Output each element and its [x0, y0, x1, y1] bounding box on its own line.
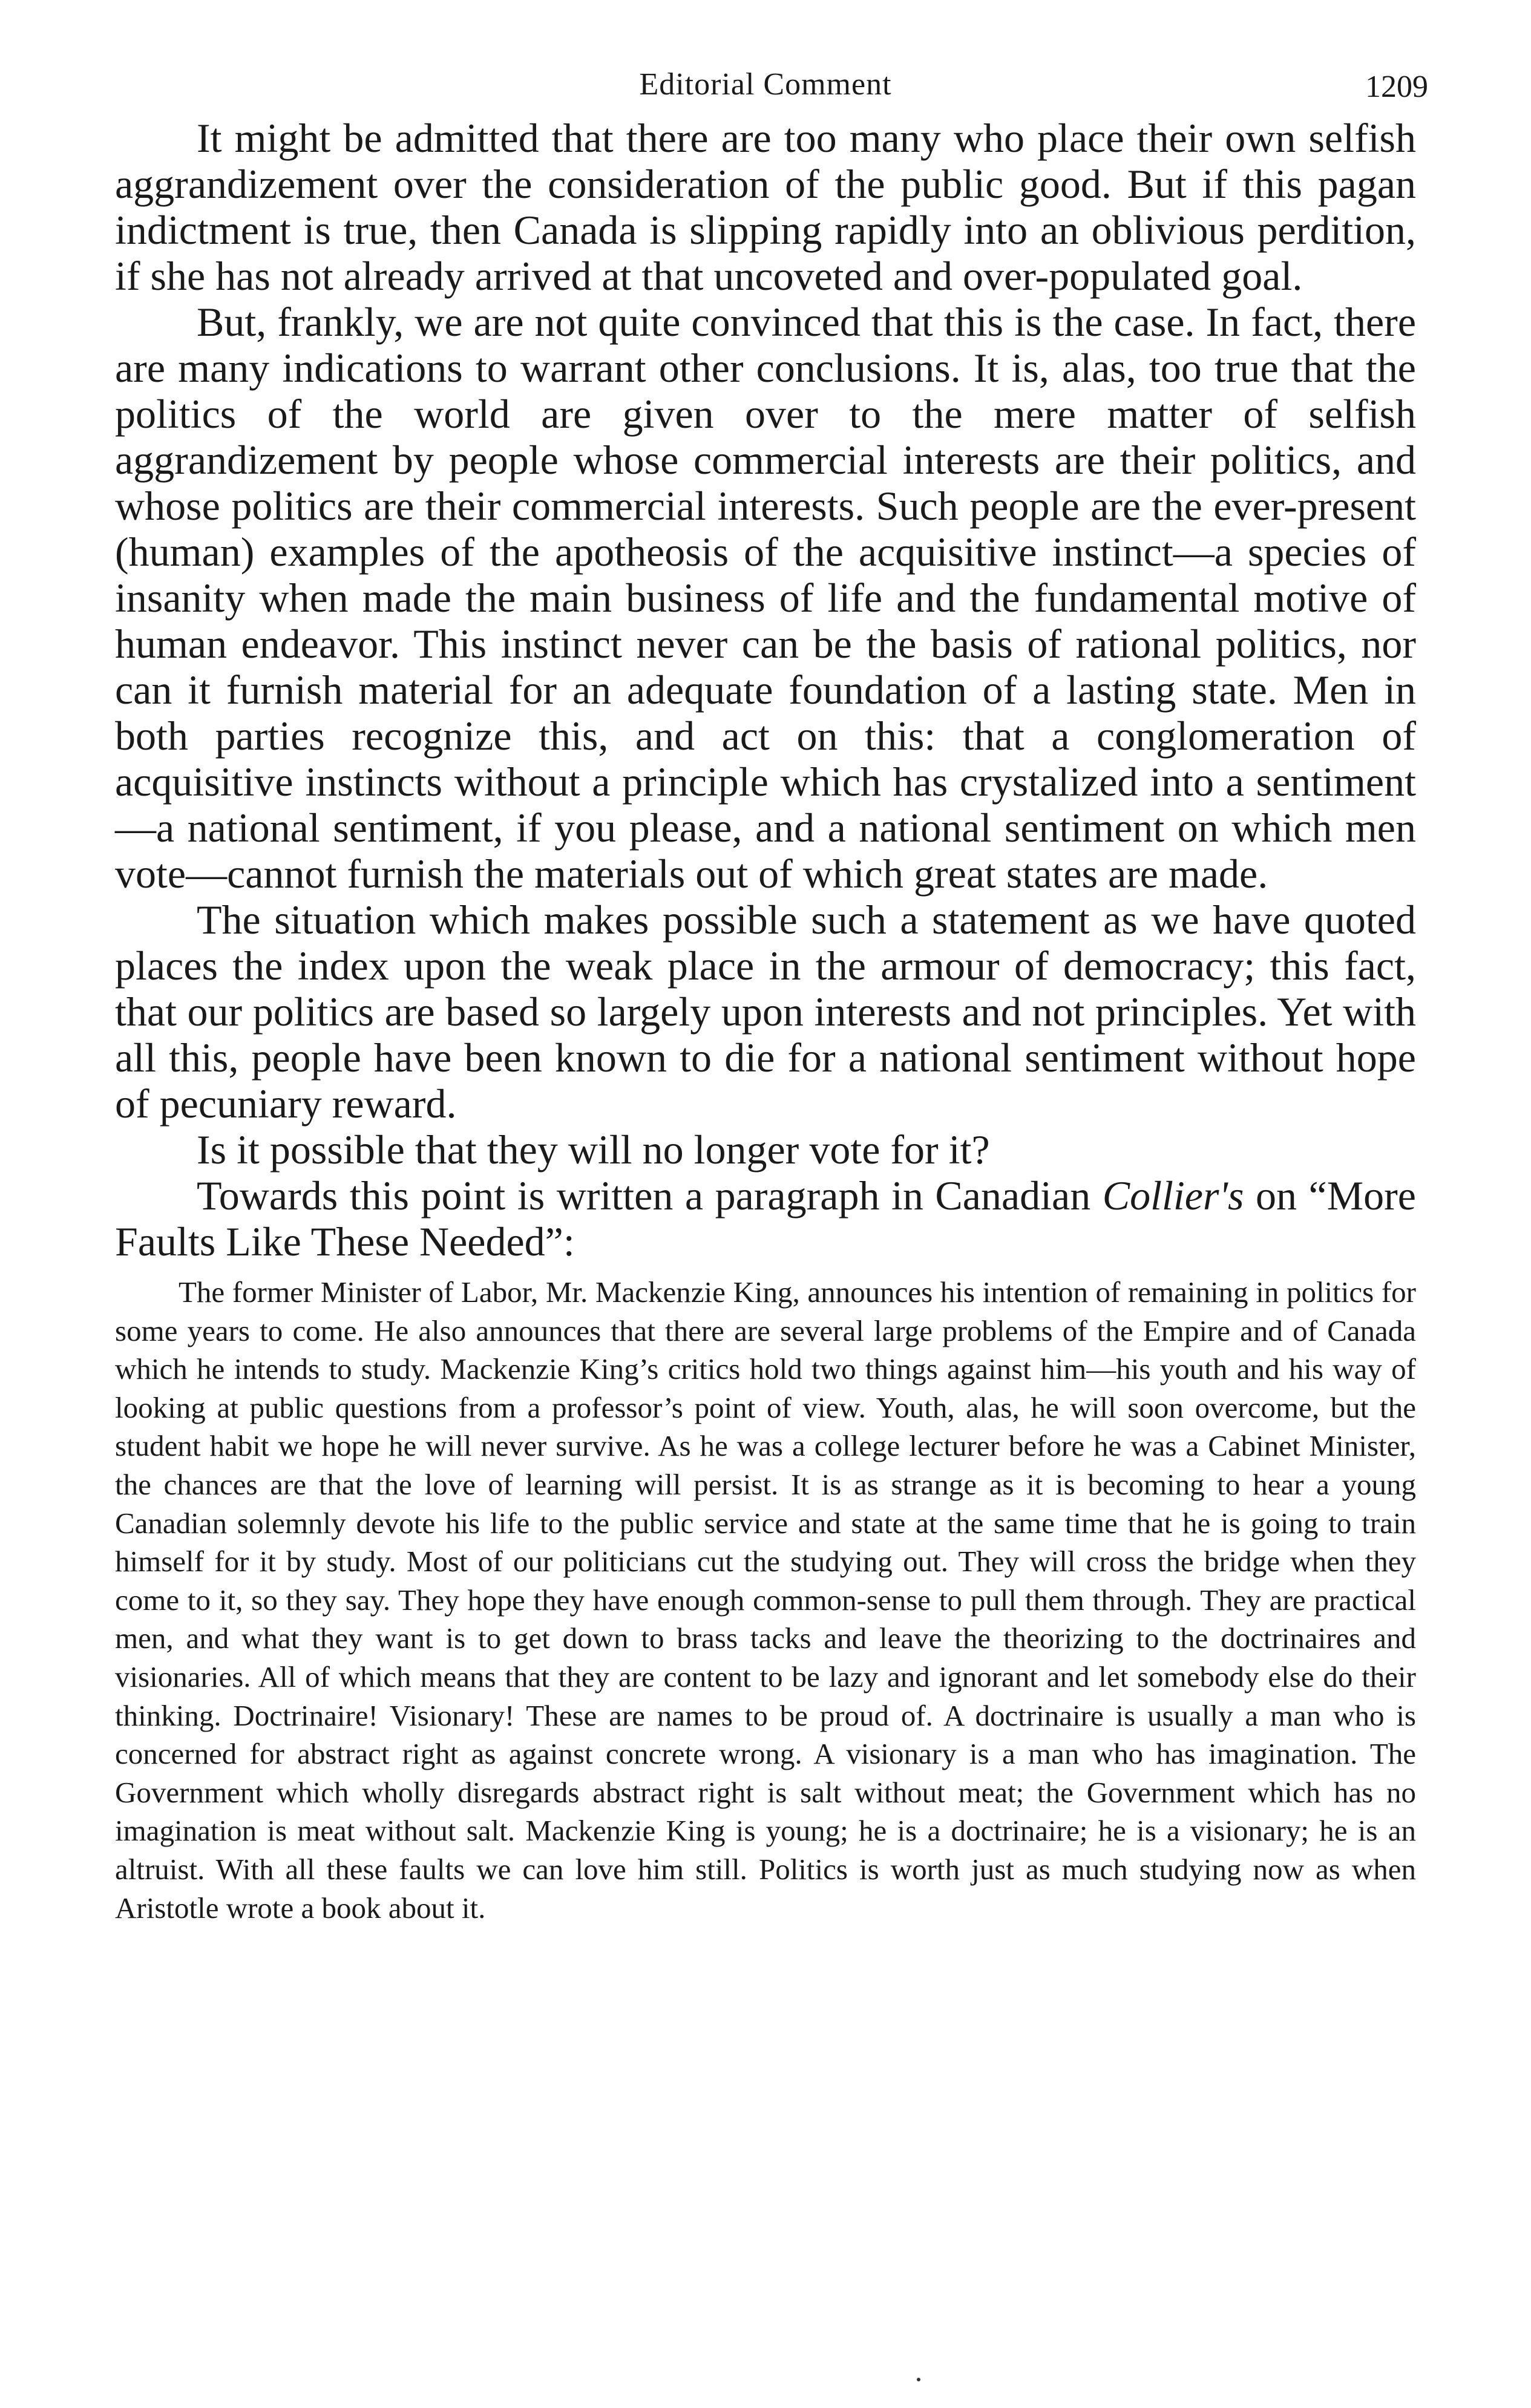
block-quote: The former Minister of Labor, Mr. Mackenzie King, announces his intention of remaining in politics for some years to come. He also announces that there are several large problems of the Empire and of Canada which he intends to study. Mackenzie King’s critics hold two things against him—his youth and his way of looking at public questions from a professor’s point of view. Youth, alas, he will soon overcome, but the student habit we hope he will never survive. As he was a college lecturer before he was a Cabinet Minister, the chances are that the love of learning will persist. It is as strange as it is becoming to hear a young Canadian solemnly devote his life to the public service and state at the same time that he is going to train himself for it by study. Most of our politicians cut the studying out. They will cross the bridge when they come to it, so they say. They hope they have enough common-sense to pull them through. They are practical men, and what they want is to get down to brass tacks and leave the theorizing to the doctrinaires and visionaries. All of which means that they are content to be lazy and ignorant and let somebody else do their thinking. Doctrinaire! Visionary! These are names to be proud of. A doctrinaire is usually a man who is concerned for abstract right as against concrete wrong. A visionary is a man who has imagination. The Government which wholly disregards abstract right is salt without meat; the Government which has no imagination is meat without salt. Mackenzie King is young; he is a doctrinaire; he is a visionary; he is an altruist. With all these faults we can love him still. Politics is worth just as much studying now as when Aristotle wrote a book about it.: [115, 1275, 1416, 1925]
paragraph-4: Is it possible that they will no longer vote for it?: [197, 1127, 990, 1173]
running-head: [115, 67, 1428, 115]
footer-mark: [917, 2378, 920, 2381]
paragraph-2: But, frankly, we are not quite convinced that this is the case. In fact, there are many indications to warrant other conclusions. It is, alas, too true that the politics of the world are given over to the mere matter of selfish aggrandizement by people whose commercial interests are their politics, and whose politics are their commercial interests. Such people are the ever-present (human) examples of the apotheosis of the acquisitive instinct—a species of insanity when made the main business of life and the fundamental motive of human endeavor. This instinct never can be the basis of rational politics, nor can it furnish material for an adequate foundation of a lasting state. Men in both parties recognize this, and act on this: that a conglomeration of acquisitive instincts without a principle which has crystalized into a sentiment—a national sentiment, if you please, and a national sentiment on which men vote—cannot furnish the materials out of which great states are made.: [115, 299, 1416, 897]
publication-title: Collier's: [1102, 1173, 1244, 1219]
quote-lead-in: [115, 1173, 1416, 1265]
lead-in-before: Towards this point is written a paragraph in Canadian: [197, 1173, 1103, 1219]
lead-in-after: on “More Faults Like These Needed”:: [115, 1173, 1416, 1265]
paragraph-3: The situation which makes possible such a statement as we have quoted places the index upon the weak place in the armour of democracy; this fact, that our politics are based so largely upon interests and not principles. Yet with all this, people have been known to die for a national sentiment without hope of pecuniary reward.: [115, 897, 1416, 1127]
document-page: [115, 67, 1428, 1927]
running-title: Editorial Comment: [639, 67, 892, 102]
paragraph-1: It might be admitted that there are too many who place their own selfish aggrandizement over the consideration of the public good. But if this pagan indictment is true, then Canada is slipping rapidly into an oblivious perdition, if she has not already arrived at that uncoveted and over-populated goal.: [115, 115, 1416, 299]
page-number: 1209: [1365, 70, 1428, 104]
